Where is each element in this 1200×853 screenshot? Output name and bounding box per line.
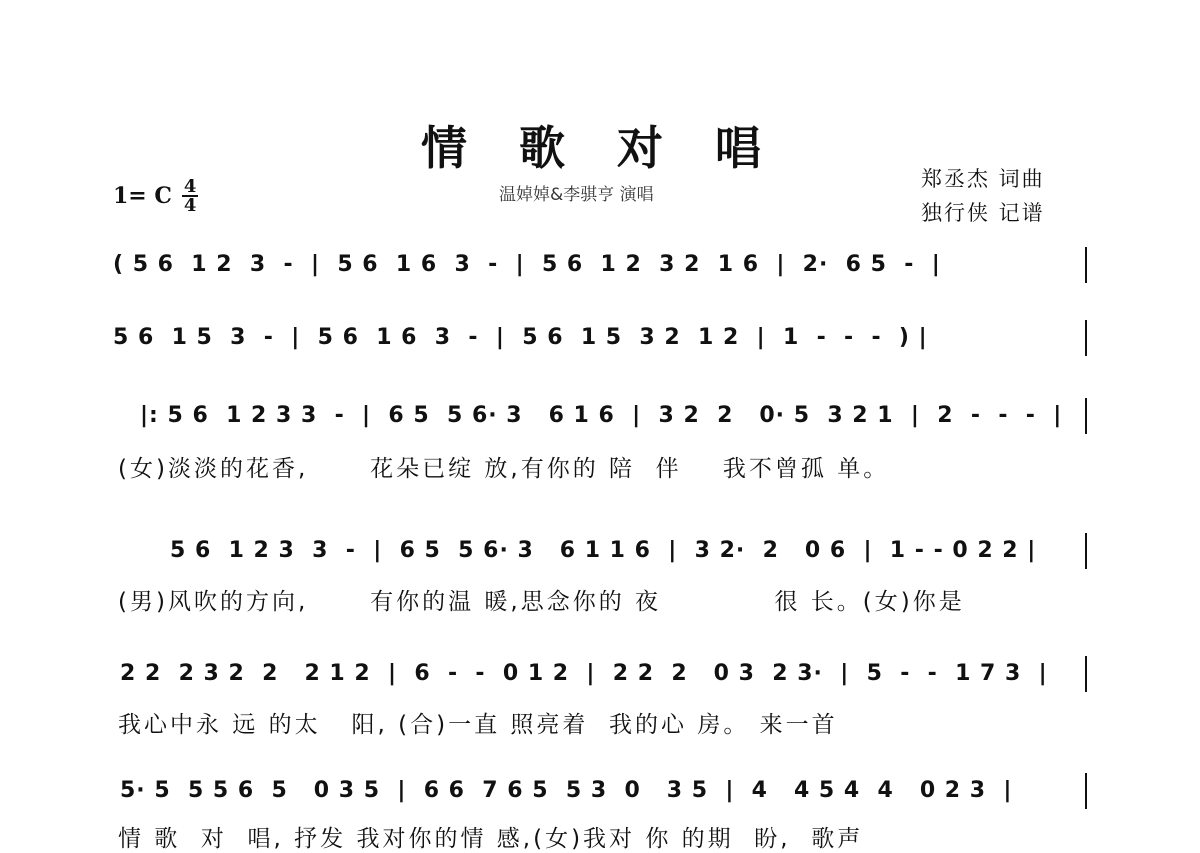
barline xyxy=(1085,320,1087,356)
score-notes-line-6: 5· 5 5 5 6 5 0 3 5 | 6 6 7 6 5 5 3 0 3 5 | 4 4 5 4 4 0 2 3 | xyxy=(120,778,1013,803)
key-label: 1= C xyxy=(113,183,172,209)
composer-credit: 郑丞杰 词曲 xyxy=(921,167,1045,191)
song-title: 情 歌 对 唱 xyxy=(420,121,780,175)
time-signature xyxy=(182,178,199,214)
score-notes-line-1: ( 5 6 1 2 3 - | 5 6 1 6 3 - | 5 6 1 2 3 2 1 6 | 2· 6 5 - | xyxy=(113,252,941,277)
performers: 温婥婥&李骐亨 演唱 xyxy=(499,185,654,205)
time-signature-bottom: 4 xyxy=(183,195,197,216)
score-notes-line-4: 5 6 1 2 3 3 - | 6 5 5 6· 3 6 1 1 6 | 3 2· 2 0 6 | 1 - - 0 2 2 | xyxy=(170,538,1037,563)
lyrics-line-4: (男)风吹的方向, 有你的温 暖,思念你的 夜 很 长。(女)你是 xyxy=(118,589,965,615)
score-notes-line-5: 2 2 2 3 2 2 2 1 2 | 6 - - 0 1 2 | 2 2 2 0 3 2 3· | 5 - - 1 7 3 | xyxy=(120,661,1048,686)
time-signature-top: 4 xyxy=(183,176,197,197)
barline xyxy=(1085,656,1087,692)
lyrics-line-3: (女)淡淡的花香, 花朵已绽 放,有你的 陪 伴 我不曾孤 单。 xyxy=(118,456,890,482)
lyrics-line-5: 我心中永 远 的太 阳, (合)一直 照亮着 我的心 房。 来一首 xyxy=(118,712,838,738)
barline xyxy=(1085,533,1087,569)
transcriber-credit: 独行侠 记谱 xyxy=(921,201,1045,225)
key-signature xyxy=(113,178,198,214)
barline xyxy=(1085,398,1087,434)
score-notes-line-2: 5 6 1 5 3 - | 5 6 1 6 3 - | 5 6 1 5 3 2 1 2 | 1 - - - ) | xyxy=(113,325,928,350)
barline xyxy=(1085,773,1087,809)
lyrics-line-6: 情 歌 对 唱, 抒发 我对你的情 感,(女)我对 你 的期 盼, 歌声 xyxy=(118,826,864,852)
barline xyxy=(1085,247,1087,283)
score-notes-line-3: |: 5 6 1 2 3 3 - | 6 5 5 6· 3 6 1 6 | 3 2 2 0· 5 3 2 1 | 2 - - - | xyxy=(140,403,1063,428)
